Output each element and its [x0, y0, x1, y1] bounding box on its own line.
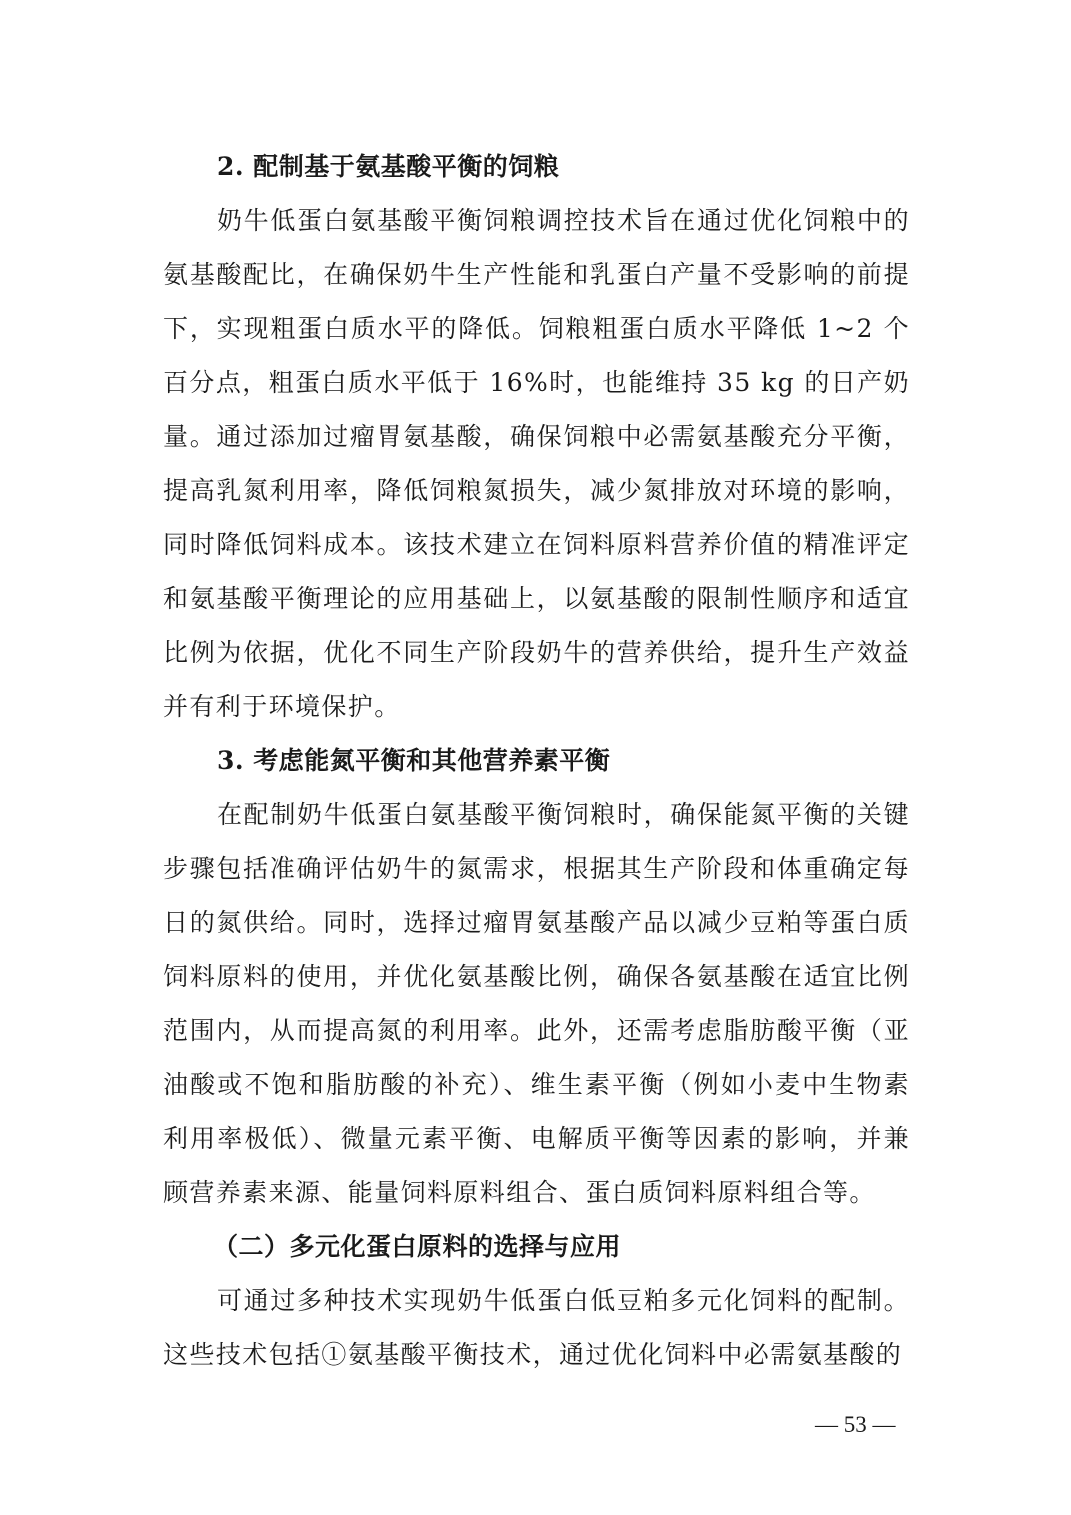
- section-heading-part-2: （二）多元化蛋白原料的选择与应用: [213, 1232, 622, 1261]
- section-paragraph-2: 奶牛低蛋白氨基酸平衡饲粮调控技术旨在通过优化饲粮中的氨基酸配比，在确保奶牛生产性能和乳蛋白产量不受影响的前提下，实现粗蛋白质水平的降低。饲粮粗蛋白质水平降低 1~2 个百分点，粗蛋白质水平低于 16%时，也能维持 35 kg 的日产奶量。通过添加过瘤胃氨基酸，确保饲粮中必需氨基酸充分平衡，提高乳氮利用率，降低饲粮氮损失，减少氮排放对环境的影响，同时降低饲料成本。该技术建立在饲料原料营养价值的精准评定和氨基酸平衡理论的应用基础上，以氨基酸的限制性顺序和适宜比例为依据，优化不同生产阶段奶牛的营养供给，提升生产效益并有利于环境保护。: [163, 206, 910, 721]
- section-heading-3: 3. 考虑能氮平衡和其他营养素平衡: [217, 746, 611, 775]
- section-paragraph-part-2: 可通过多种技术实现奶牛低蛋白低豆粕多元化饲料的配制。这些技术包括①氨基酸平衡技术，通过优化饲料中必需氨基酸的: [163, 1286, 910, 1369]
- section-heading-2: 2. 配制基于氨基酸平衡的饲粮: [217, 152, 560, 181]
- page-content: [163, 140, 910, 1382]
- page-number: — 53 —: [815, 1412, 896, 1437]
- section-paragraph-3: 在配制奶牛低蛋白氨基酸平衡饲粮时，确保能氮平衡的关键步骤包括准确评估奶牛的氮需求，根据其生产阶段和体重确定每日的氮供给。同时，选择过瘤胃氨基酸产品以减少豆粕等蛋白质饲料原料的使用，并优化氨基酸比例，确保各氨基酸在适宜比例范围内，从而提高氮的利用率。此外，还需考虑脂肪酸平衡（亚油酸或不饱和脂肪酸的补充）、维生素平衡（例如小麦中生物素利用率极低）、微量元素平衡、电解质平衡等因素的影响，并兼顾营养素来源、能量饲料原料组合、蛋白质饲料原料组合等。: [163, 800, 910, 1207]
